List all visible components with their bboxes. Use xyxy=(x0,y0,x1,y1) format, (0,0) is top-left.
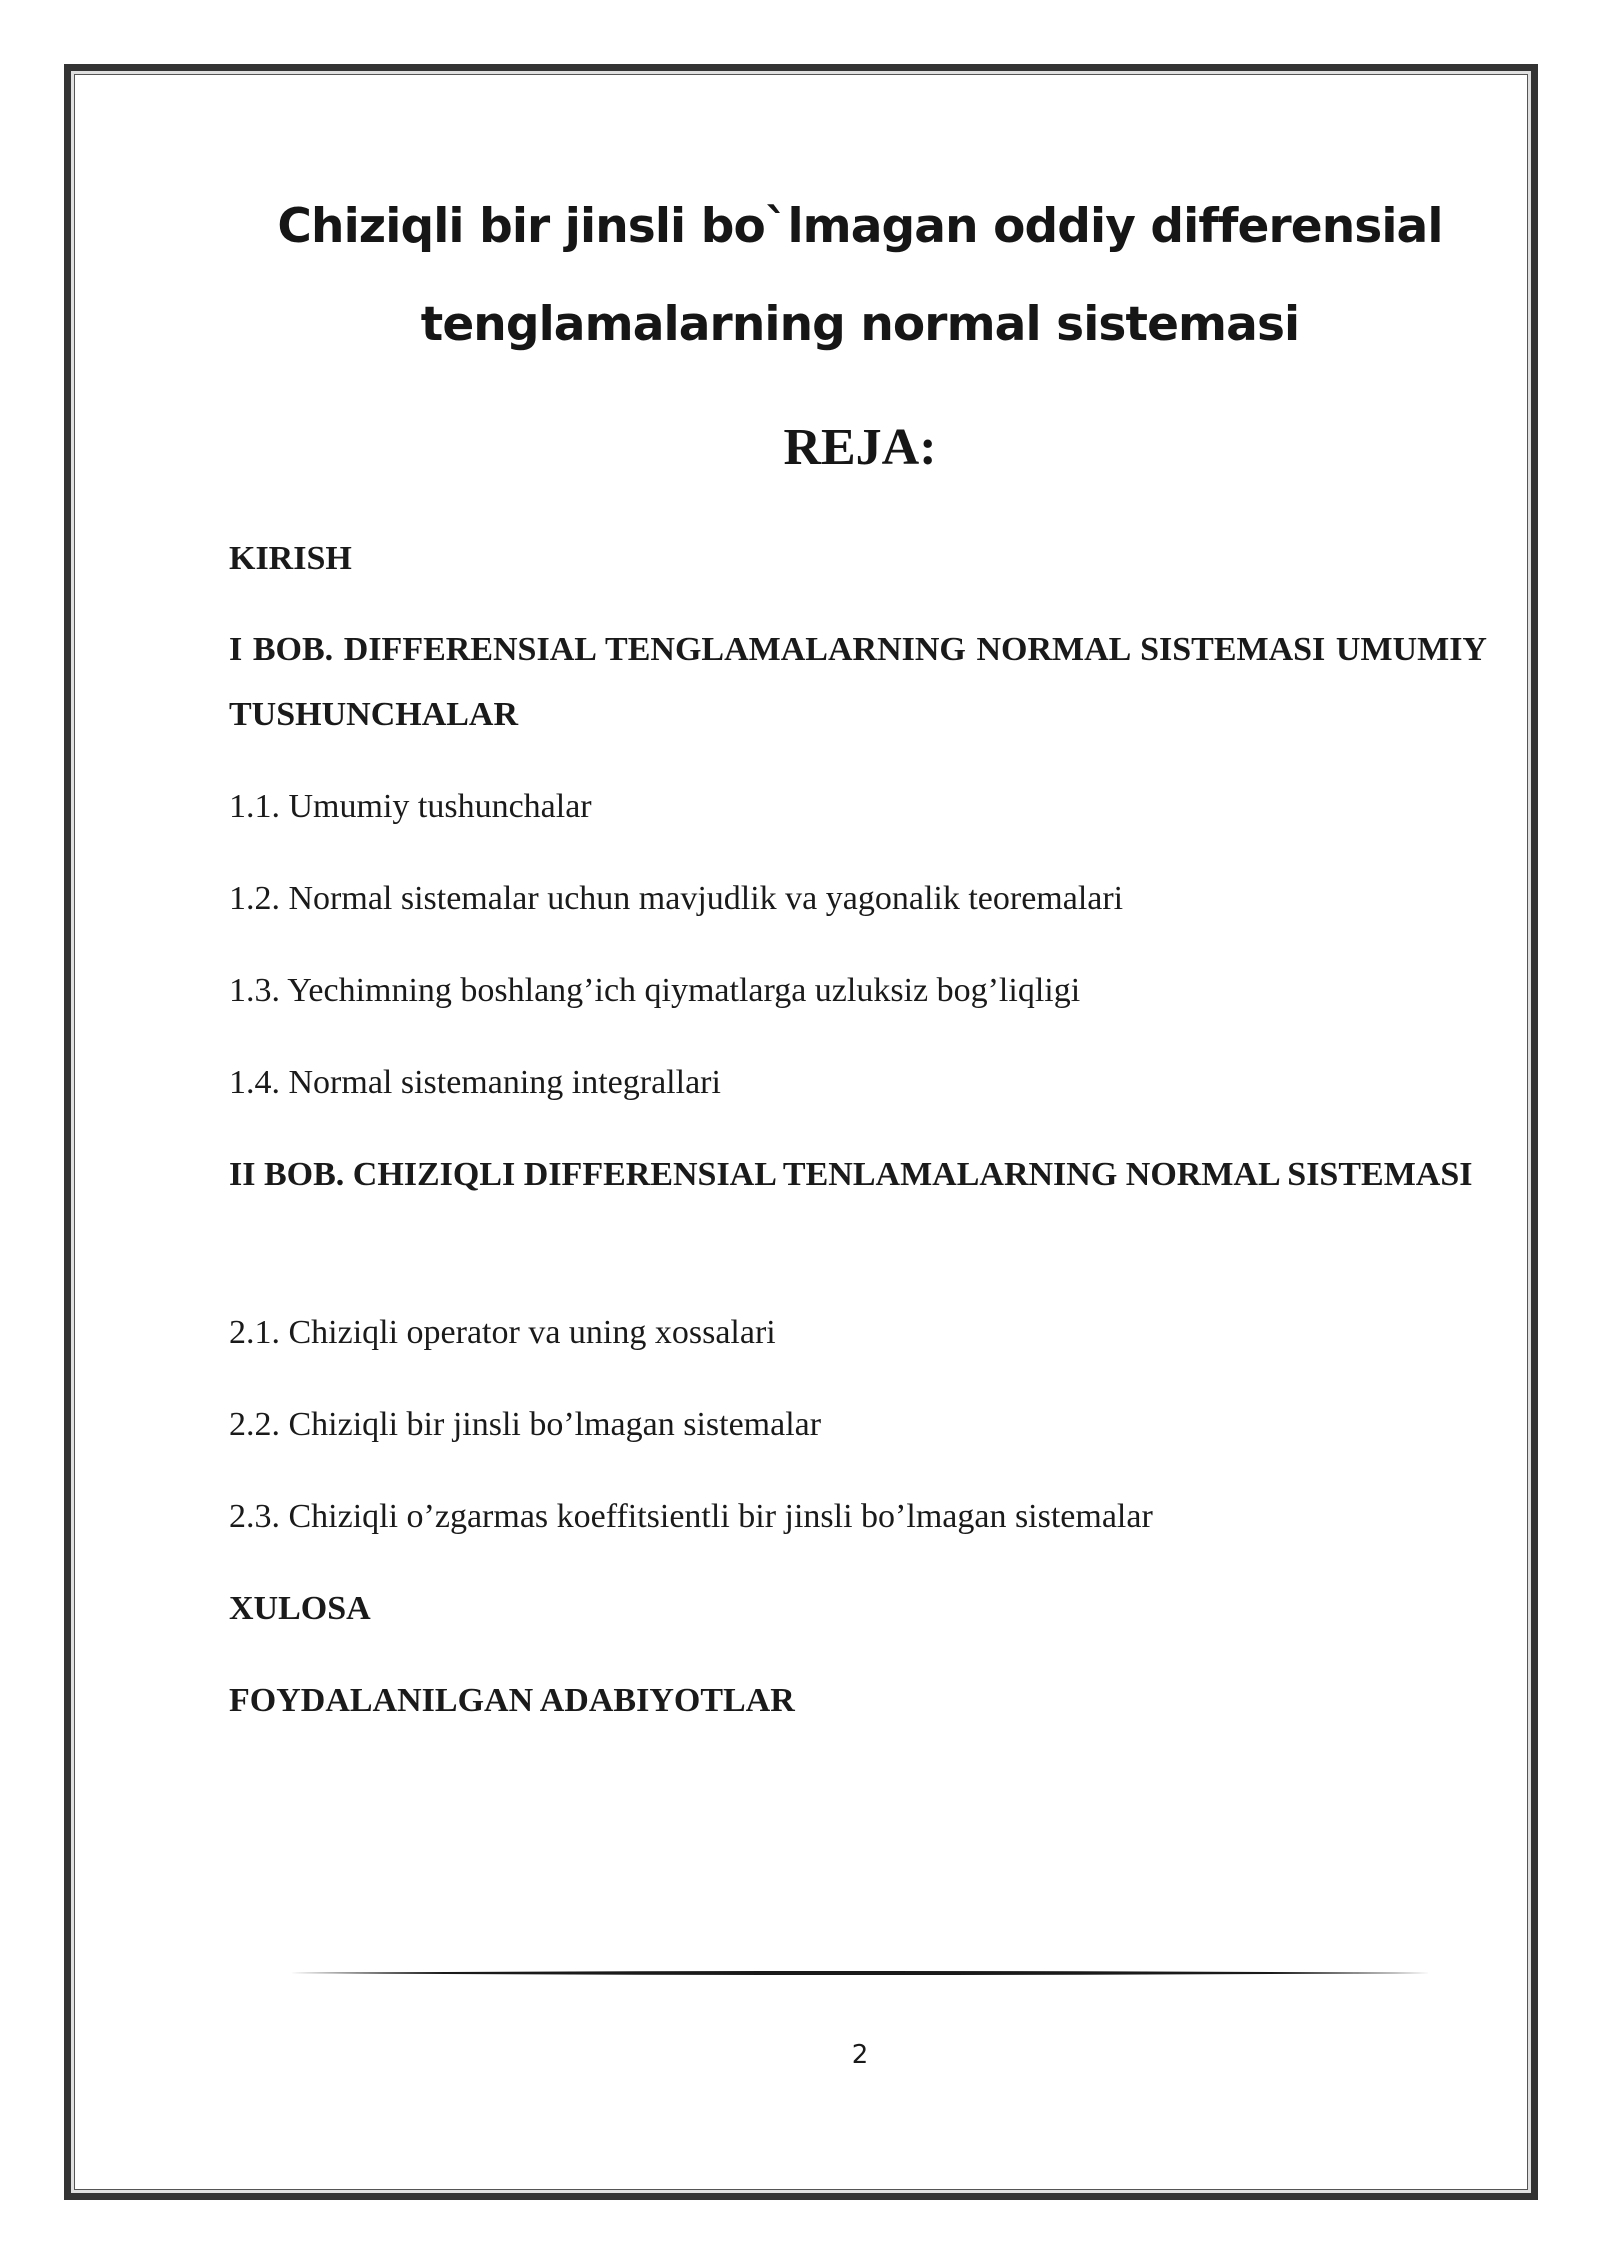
toc-item-chapter-2: II BOB. CHIZIQLI DIFFERENSIAL TENLAMALARNING NORMAL SISTEMASI xyxy=(229,1156,1473,1193)
toc-item-xulosa: XULOSA xyxy=(229,1590,371,1627)
toc-item-2-1: 2.1. Chiziqli operator va uning xossalari xyxy=(229,1314,776,1351)
document-title xyxy=(230,178,1490,374)
page-number: 2 xyxy=(851,2040,869,2070)
toc-item-kirish: KIRISH xyxy=(229,540,352,577)
toc-item-1-4: 1.4. Normal sistemaning integrallari xyxy=(229,1064,721,1101)
toc-item-2-2: 2.2. Chiziqli bir jinsli bo’lmagan sistemalar xyxy=(229,1406,822,1443)
toc-item-chapter-1: I BOB. DIFFERENSIAL TENGLAMALARNING NORMAL SISTEMASI UMUMIY TUSHUNCHALAR xyxy=(229,631,1487,733)
plan-heading: REJA: xyxy=(783,419,937,476)
page-border xyxy=(64,64,1538,2200)
footer-divider xyxy=(290,1970,1430,1976)
toc-item-1-1: 1.1. Umumiy tushunchalar xyxy=(229,788,592,825)
toc-item-1-3: 1.3. Yechimning boshlang’ich qiymatlarga uzluksiz bog’liqligi xyxy=(229,972,1081,1009)
toc-item-1-2: 1.2. Normal sistemalar uchun mavjudlik va yagonalik teoremalari xyxy=(229,880,1124,917)
toc-item-adabiyotlar: FOYDALANILGAN ADABIYOTLAR xyxy=(229,1682,795,1719)
toc-item-2-3: 2.3. Chiziqli o’zgarmas koeffitsientli bir jinsli bo’lmagan sistemalar xyxy=(229,1498,1153,1535)
title-line-1: Chiziqli bir jinsli bo`lmagan oddiy differensial xyxy=(277,199,1443,254)
title-line-2: tenglamalarning normal sistemasi xyxy=(420,297,1300,352)
